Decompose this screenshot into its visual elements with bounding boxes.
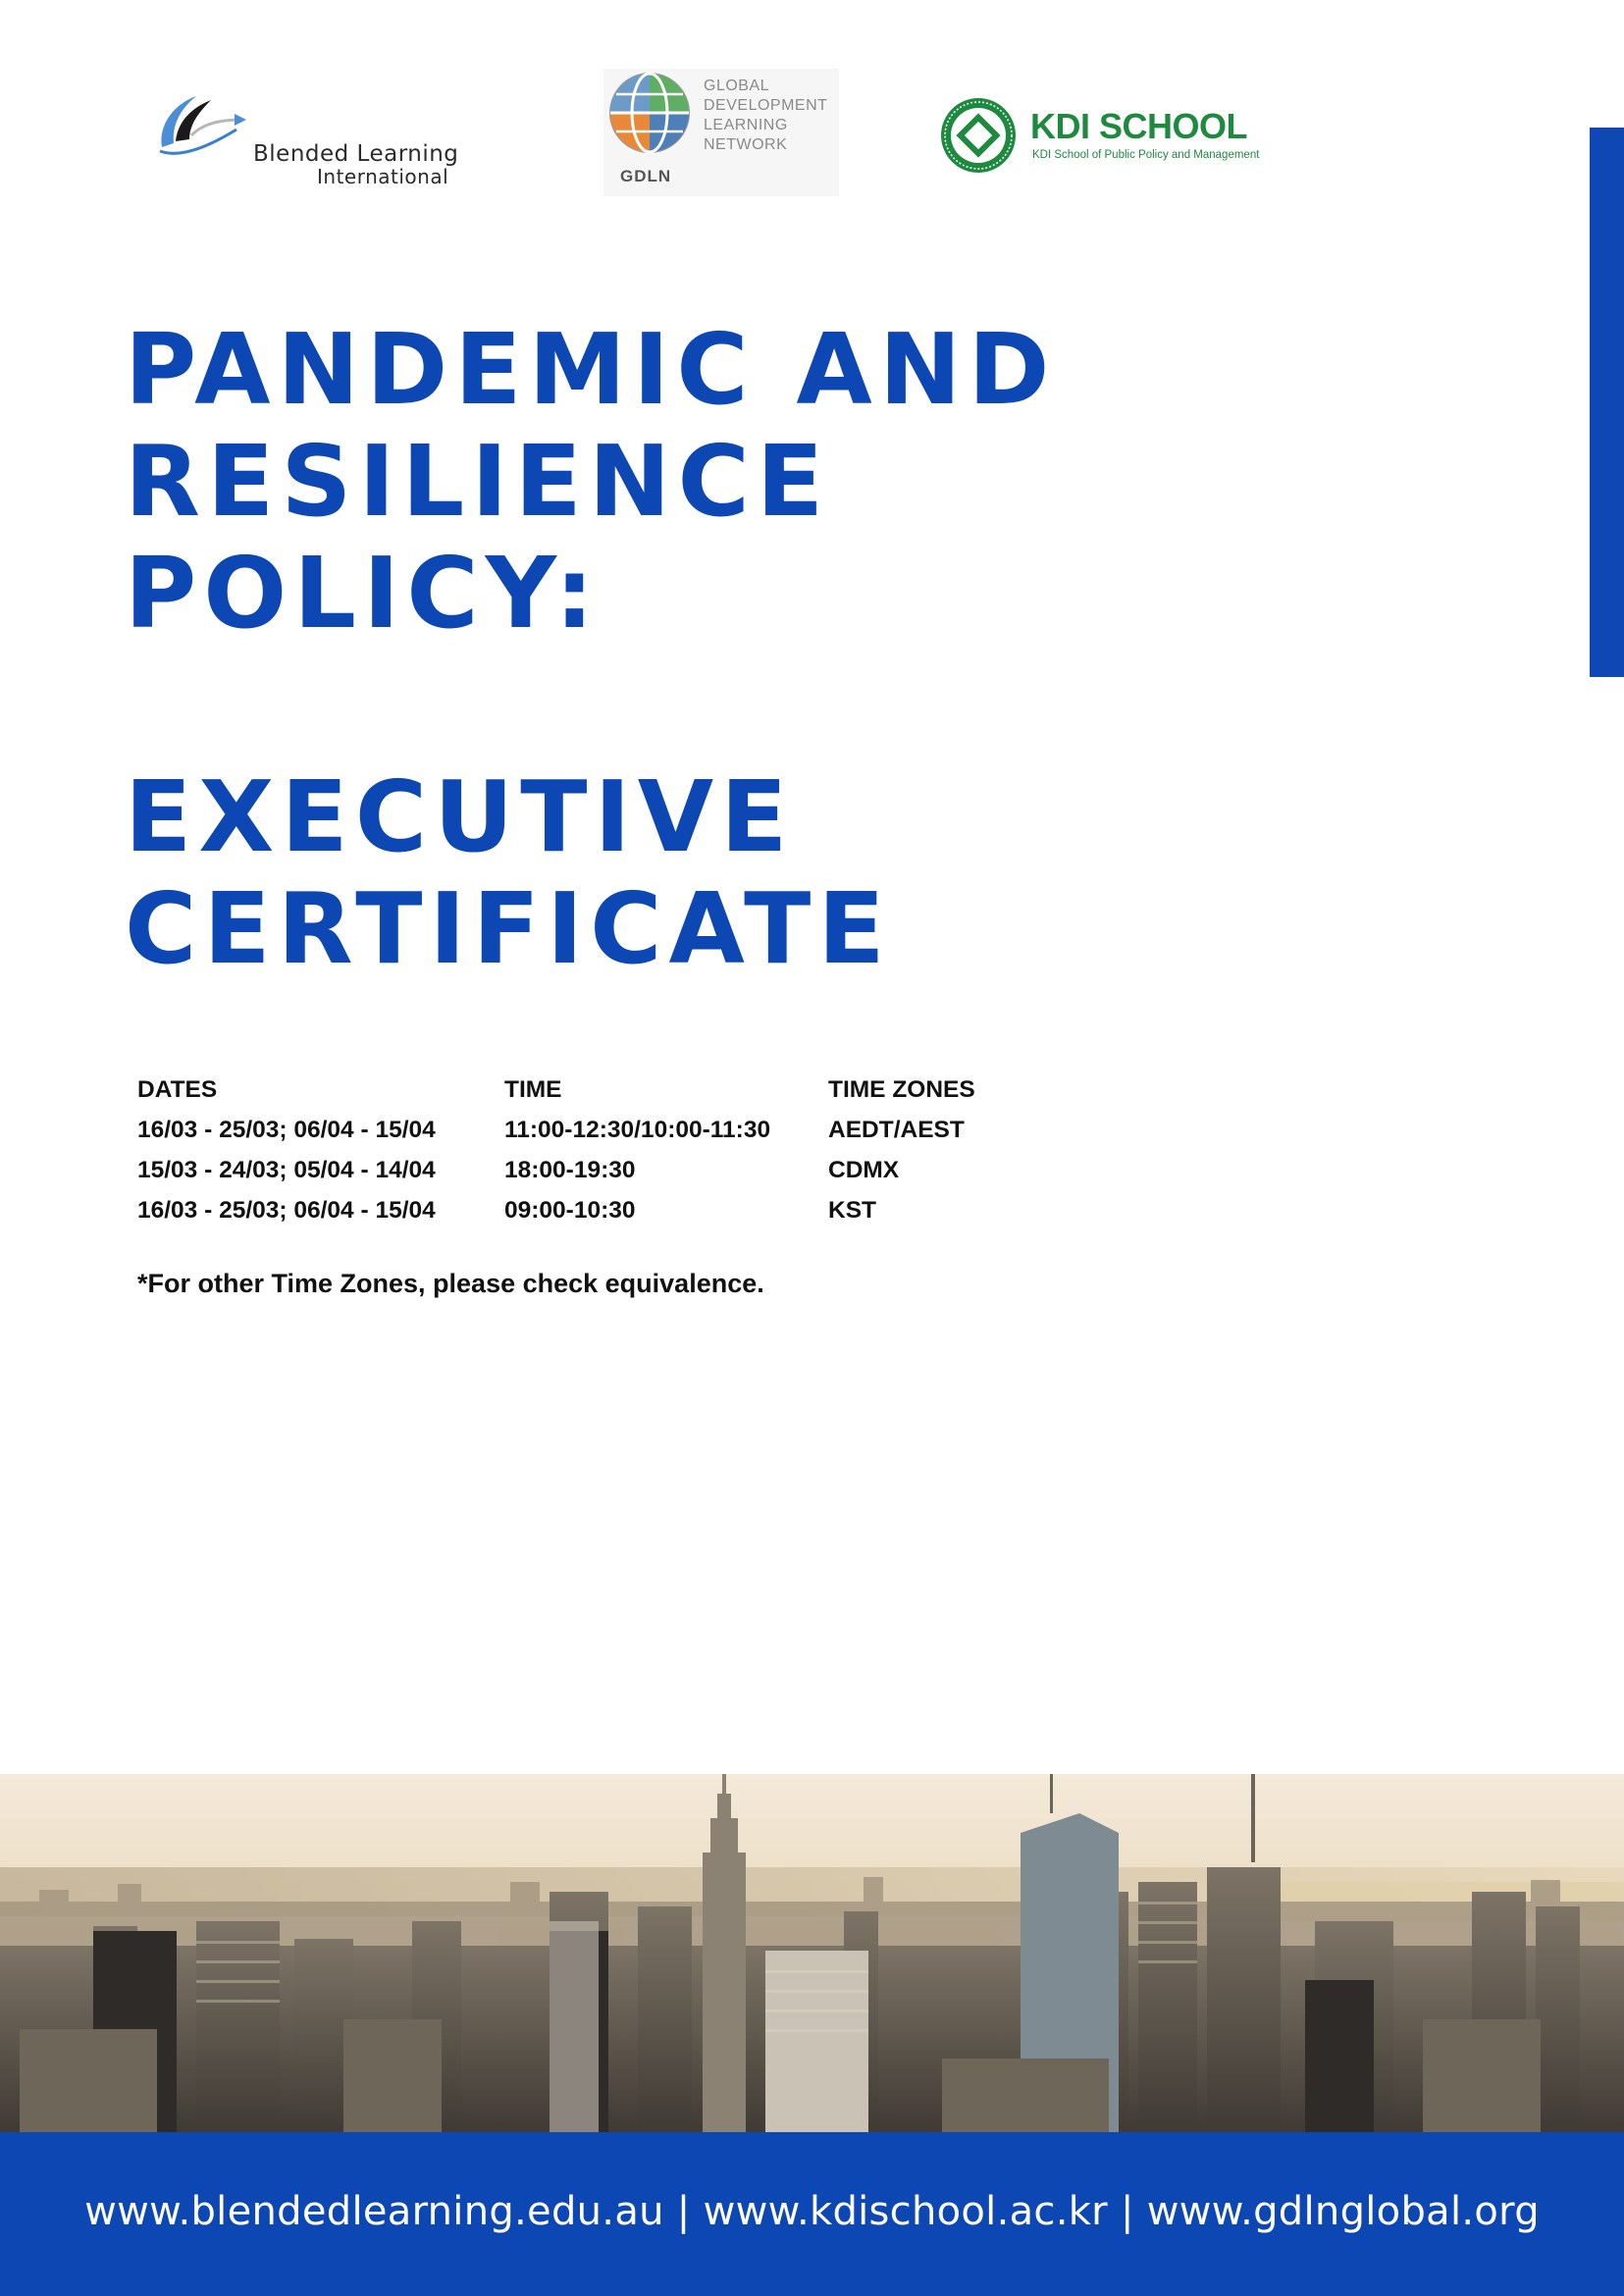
gdln-logo [603,69,839,196]
gdln-line: NETWORK [704,136,788,153]
dates-cell: 16/03 - 25/03; 06/04 - 15/04 [137,1197,436,1224]
bli-name: Blended Learning [253,141,459,167]
time-zone-cell: KST [828,1197,876,1224]
dates-header: DATES [137,1076,218,1103]
subtitle-line: EXECUTIVE [125,759,795,874]
page-title [125,314,1057,985]
city-skyline-image [0,1774,1624,2132]
time-header: TIME [504,1076,562,1103]
blended-learning-logo [152,86,496,188]
title-line: PANDEMIC AND [125,312,1057,427]
dates-cell: 15/03 - 24/03; 05/04 - 14/04 [137,1157,436,1183]
kdi-school-name: KDI SCHOOL [1030,106,1248,146]
gdln-abbreviation: GDLN [620,167,672,185]
time-zone-cell: AEDT/AEST [828,1117,965,1143]
partner-logos [0,69,1624,196]
footer-links: www.blendedlearning.edu.au | www.kdischool.ac.kr | www.gdlnglobal.org [84,2188,1540,2234]
subtitle-line: CERTIFICATE [125,871,892,986]
kdi-seal-icon [939,96,1018,175]
gdln-line: DEVELOPMENT [704,97,828,114]
time-cell: 18:00-19:30 [504,1157,636,1183]
title-line: POLICY: [125,536,602,651]
dates-cell: 16/03 - 25/03; 06/04 - 15/04 [137,1117,436,1143]
footer-bar [0,2132,1624,2296]
time-cell: 09:00-10:30 [504,1197,636,1224]
time-zone-cell: CDMX [828,1157,900,1183]
globe-icon [607,71,692,155]
time-zone-note: *For other Time Zones, please check equivalence. [137,1269,764,1298]
gdln-line: LEARNING [704,117,788,133]
kdi-school-logo [939,96,1263,177]
time-zones-header: TIME ZONES [828,1076,975,1103]
swoosh-icon [152,86,250,165]
gdln-line: GLOBAL [704,78,770,94]
bli-subtitle: International [317,165,449,188]
accent-bar [1590,128,1624,677]
kdi-school-subtitle: KDI School of Public Policy and Management [1032,149,1260,161]
title-line: RESILIENCE [125,424,831,539]
time-cell: 11:00-12:30/10:00-11:30 [504,1117,771,1143]
gdln-name [704,77,827,155]
